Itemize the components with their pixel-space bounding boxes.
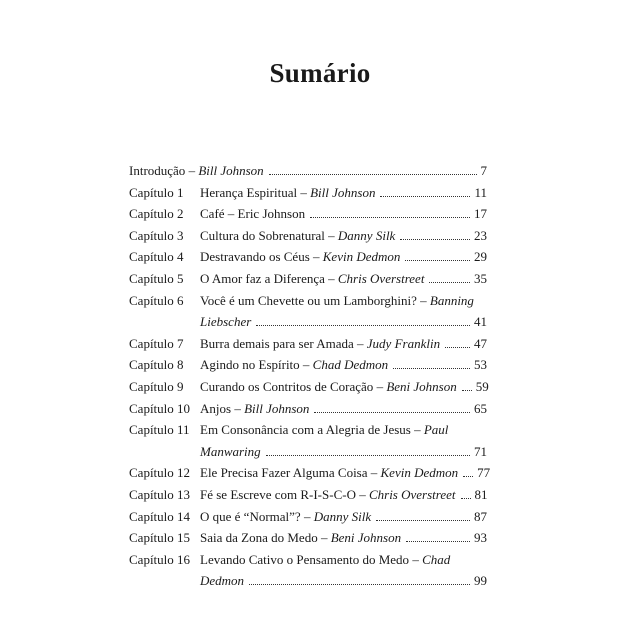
entry-author: Kevin Dedmon	[380, 465, 459, 481]
toc-entry-chapter-1: Capítulo 1 Herança Espiritual – Bill Johnson 11	[129, 182, 487, 204]
toc-entry-chapter-10: Capítulo 10 Anjos – Bill Johnson 65	[129, 398, 487, 420]
entry-page: 11	[474, 184, 487, 200]
entry-label: Capítulo 6	[129, 292, 184, 308]
leader-dots	[462, 389, 472, 391]
entry-title: Agindo no Espírito	[200, 357, 300, 373]
entry-author-first: Chad	[422, 551, 451, 567]
entry-page: 59	[475, 378, 489, 394]
entry-label: Capítulo 13	[129, 486, 191, 502]
leader-dots	[310, 216, 470, 218]
entry-page: 71	[474, 443, 487, 459]
leader-dots	[314, 411, 470, 413]
leader-dots	[405, 259, 470, 261]
leader-dots	[463, 475, 473, 477]
entry-page: 35	[474, 270, 487, 286]
entry-page: 23	[474, 227, 487, 243]
entry-page: 65	[474, 400, 487, 416]
entry-author: Bill Johnson	[244, 400, 310, 416]
entry-title: Em Consonância com a Alegria de Jesus	[200, 422, 411, 438]
entry-label: Capítulo 7	[129, 335, 184, 351]
entry-author: Beni Johnson	[330, 530, 402, 546]
toc-entry-introduction: Introdução – Bill Johnson 7	[129, 160, 487, 182]
entry-page: 81	[474, 486, 488, 502]
entry-label: Capítulo 5	[129, 270, 184, 286]
entry-label: Capítulo 12	[129, 465, 191, 481]
entry-label: Capítulo 8	[129, 357, 184, 373]
entry-author: Danny Silk	[313, 508, 372, 524]
entry-title: Anjos	[200, 400, 232, 416]
toc-entry-chapter-7: Capítulo 7 Burra demais para ser Amada – Judy Franklin 47	[129, 333, 487, 355]
entry-title: Cultura do Sobrenatural	[200, 227, 325, 243]
leader-dots	[376, 519, 470, 521]
entry-author: Beni Johnson	[386, 378, 457, 394]
entry-label: Capítulo 9	[129, 378, 184, 394]
entry-author: Eric Johnson	[237, 206, 306, 222]
leader-dots	[269, 173, 477, 175]
entry-label: Capítulo 11	[129, 422, 190, 438]
leader-dots	[249, 583, 470, 585]
entry-page: 93	[474, 530, 487, 546]
toc-entry-chapter-12: Capítulo 12 Ele Precisa Fazer Alguma Coisa – Kevin Dedmon 77	[129, 462, 487, 484]
entry-author-second: Manwaring	[200, 443, 261, 459]
toc-entry-chapter-11: Capítulo 11 Em Consonância com a Alegria de Jesus – Paul Manwaring 71	[129, 419, 487, 462]
entry-author-second: Dedmon	[200, 573, 245, 589]
entry-author: Chris Overstreet	[368, 486, 456, 502]
entry-author: Chad Dedmon	[312, 357, 389, 373]
entry-author: Bill Johnson	[198, 163, 264, 178]
leader-dots	[380, 195, 470, 197]
entry-label: Capítulo 3	[129, 227, 184, 243]
entry-author: Judy Franklin	[366, 335, 441, 351]
leader-dots	[400, 238, 470, 240]
entry-label: Capítulo 16	[129, 551, 191, 567]
leader-dots	[406, 540, 470, 542]
entry-page: 41	[474, 314, 487, 330]
toc-entry-chapter-9: Capítulo 9 Curando os Contritos de Coração – Beni Johnson 59	[129, 376, 487, 398]
entry-label: Capítulo 15	[129, 530, 191, 546]
entry-page: 77	[477, 465, 491, 481]
toc-entry-chapter-16: Capítulo 16 Levando Cativo o Pensamento do Medo – Chad Dedmon 99	[129, 549, 487, 592]
entry-author-first: Banning	[429, 292, 474, 308]
toc-entry-chapter-8: Capítulo 8 Agindo no Espírito – Chad Dedmon 53	[129, 354, 487, 376]
toc-entry-chapter-14: Capítulo 14 O que é “Normal”? – Danny Silk 87	[129, 506, 487, 528]
toc-entry-chapter-6: Capítulo 6 Você é um Chevette ou um Lamborghini? – Banning Liebscher 41	[129, 290, 487, 333]
entry-title: Ele Precisa Fazer Alguma Coisa	[200, 465, 368, 481]
toc-entry-chapter-3: Capítulo 3 Cultura do Sobrenatural – Danny Silk 23	[129, 225, 487, 247]
entry-page: 87	[474, 508, 487, 524]
entry-page: 7	[480, 163, 487, 178]
leader-dots	[256, 324, 470, 326]
entry-title: Saia da Zona do Medo	[200, 530, 318, 546]
entry-title: Fé se Escreve com R-I-S-C-O	[200, 486, 356, 502]
entry-title: Herança Espiritual	[200, 184, 298, 200]
entry-label: Capítulo 2	[129, 206, 184, 222]
entry-author: Bill Johnson	[310, 184, 376, 200]
entry-label: Introdução	[129, 163, 186, 178]
entry-page: 99	[474, 573, 487, 589]
table-of-contents	[129, 160, 491, 592]
leader-dots	[461, 497, 471, 499]
page-title: Sumário	[269, 58, 371, 88]
entry-author: Kevin Dedmon	[322, 249, 401, 265]
entry-title: Você é um Chevette ou um Lamborghini?	[200, 292, 417, 308]
entry-title: Curando os Contritos de Coração	[200, 378, 374, 394]
entry-label: Capítulo 10	[129, 400, 191, 416]
leader-dots	[393, 367, 470, 369]
leader-dots	[429, 281, 470, 283]
entry-title: O Amor faz a Diferença	[200, 270, 325, 286]
entry-title: Levando Cativo o Pensamento do Medo	[200, 551, 410, 567]
toc-entry-chapter-4: Capítulo 4 Destravando os Céus – Kevin Dedmon 29	[129, 246, 487, 268]
entry-page: 47	[474, 335, 487, 351]
leader-dots	[266, 454, 470, 456]
toc-entry-chapter-5: Capítulo 5 O Amor faz a Diferença – Chris Overstreet 35	[129, 268, 487, 290]
toc-entry-chapter-2: Capítulo 2 Café – Eric Johnson 17	[129, 203, 487, 225]
entry-label: Capítulo 1	[129, 184, 184, 200]
entry-title: Café	[200, 206, 225, 222]
entry-author-second: Liebscher	[200, 314, 252, 330]
entry-page: 17	[474, 206, 487, 222]
entry-label: Capítulo 4	[129, 249, 184, 265]
toc-entry-chapter-13: Capítulo 13 Fé se Escreve com R-I-S-C-O – Chris Overstreet 81	[129, 484, 487, 506]
entry-author: Danny Silk	[337, 227, 396, 243]
entry-title: Burra demais para ser Amada	[200, 335, 354, 351]
entry-label: Capítulo 14	[129, 508, 191, 524]
entry-author-first: Paul	[423, 422, 449, 438]
entry-page: 29	[474, 249, 487, 265]
leader-dots	[445, 346, 470, 348]
entry-page: 53	[474, 357, 487, 373]
toc-entry-chapter-15: Capítulo 15 Saia da Zona do Medo – Beni Johnson 93	[129, 527, 487, 549]
entry-title: O que é “Normal”?	[200, 508, 301, 524]
entry-title: Destravando os Céus	[200, 249, 310, 265]
entry-author: Chris Overstreet	[337, 270, 425, 286]
